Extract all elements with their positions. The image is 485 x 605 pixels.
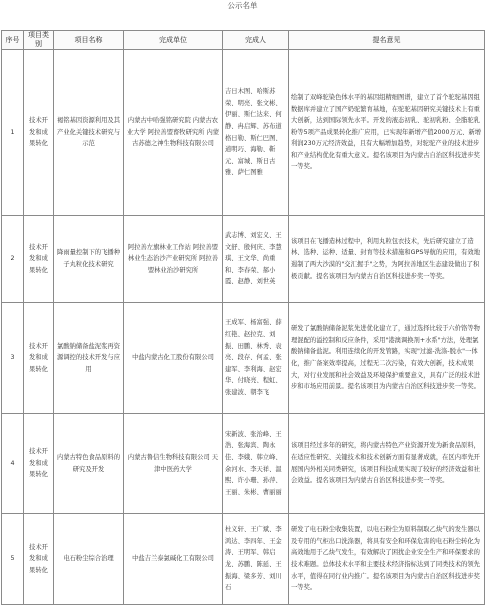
row-people: 王成军、杨富强、薛红艳、赵拉克、刘振、田鹏、林秀、袁亮、段存、何孟、张建军、李利海、赵宏华、付晓亮、程虹、张建波、朝李飞 [223, 303, 289, 414]
row-project-name: 氯酸钠储备盐泥浆再资源调控的技术开发与应用 [54, 303, 124, 414]
table-row [2, 514, 485, 605]
row-category: 技术开发和成果转化 [24, 303, 54, 414]
row-opinion: 研发了氯酸钠储备泥浆先进优化建立了，通过选择比较于六价铬等物理混配的溢控制和反应条件，采用"港澳调换剂+水系"方法，处理氯酸钠储备盐泥。利用连续化的开发管路，实现"过滤-洗涤-脱水"一体化，推广备案效率提高，过程无二次污染，有效大创新，技术成果大，对行业发展和社会效益及环境保护重要意义，具有广泛的技术进步和市场应用前景。提名该项目为内蒙古自治区科技进步奖一等奖。 [289, 303, 485, 414]
row-category: 技术开发和成果转化 [24, 514, 54, 605]
table-row [2, 414, 485, 514]
row-unit: 阿拉善左旗林业工作站 阿拉善盟林业生态治沙产业研究所 阿拉善盟林业治沙研究所 [124, 216, 223, 303]
row-index: 2 [2, 216, 24, 303]
row-project-name: 电石粉尘综合治理 [54, 514, 124, 605]
row-people: 宋新波、张治峰、王浩、张海宾、陶永佳、李娥、韩立峰、余河水、李天祥、温熙、许小珊、孙萍、王丽、朱彬、曹丽丽 [223, 414, 289, 514]
row-category: 技术开发和成果转化 [24, 50, 54, 216]
row-unit: 中盐内蒙古化工股份有限公司 [124, 303, 223, 414]
row-opinion: 绘制了双峰驼染色体水平的基因组精细图谱，建立了首个驼驼基因组数据库并建立了国产奶驼繁育基地，在驼驼基因研究关键技术上有重大创新，达到国际领先水平。开发的液态初乳、驼初乳粉、全脂驼乳粉等5项产品成果转化推广应用，已实现年新增产值2000万元、新增利润230万元经济效益，且有大幅增加趋势，对驼驼产业的技术进步和产业结构优化有重大意义。提名该项目为内蒙古自治区科技进步奖一等奖。 [289, 50, 485, 216]
header-people: 完成人 [223, 31, 289, 50]
row-index: 4 [2, 414, 24, 514]
row-people: 武志博、刘宏义、王文舒、殷何庆、李慧琪、王文华、尚重和、李春荣、郝小霞、赵静、刘世英 [223, 216, 289, 303]
header-index: 序号 [2, 31, 24, 50]
document-title: 公示名单 [227, 1, 258, 10]
table-row [2, 50, 485, 216]
row-unit: 内蒙古中哈强铭研究院 内蒙古农业大学 阿拉善盟畜牧研究所 内蒙古苏德之神生物科技有限公司 [124, 50, 223, 216]
row-category: 技术开发和成果转化 [24, 216, 54, 303]
header-project-name: 项目名称 [54, 31, 124, 50]
row-unit: 内蒙古鲁信生物科技有限公司 天津中医药大学 [124, 414, 223, 514]
table-row [2, 216, 485, 303]
table-header-row [2, 31, 485, 50]
row-opinion: 该项目经过多年的研究，将内蒙古特色产业资源开发为新食品原料，在适应性研究、关键技术和技术创新方面有显著成就，在区内率先开展国内外相关同类研究，该项目科技成果实现了较好的经济效益和社会效益。提名该项目为内蒙古自治区科技进步奖一等奖。 [289, 414, 485, 514]
row-opinion: 该项目在飞播造林过程中，利用丸粒包衣技术，先后研究建立了造林、选种、运种、适量、封育等技术措施和GPS导航的应用，有效地遏制了两大沙漠的"交汇握手"之势，为阿拉善地区生态建设做出了积极贡献。提名该项目为内蒙古自治区科技进步奖一等奖。 [289, 216, 485, 303]
header-category: 项目类别 [24, 31, 54, 50]
row-opinion: 研发了电石粉尘收集装置，以电石粉尘为原料制取乙炔气的发生器以及专用的气柜出口洗涤器，将具有安全和环保危害的电石粉尘转化为高效地用于乙炔气发生，有效解决了困扰企业安全生产和环保要求的技术难题。总体技术水平和主要技术经济指标达到了同类技术的领先水平，值得在同行业内推广。提名该项目为内蒙古自治区科技进步奖一等奖。 [289, 514, 485, 605]
row-index: 1 [2, 50, 24, 216]
header-unit: 完成单位 [124, 31, 223, 50]
row-people: 吉日木图、哈斯苏荣、明亮、张文彬、伊丽、斯仁达来、何静、冉启辉、苏布道格日勒、斯仁巴图、道明巧、海勒、靳元、富城、斯日古雅、萨仁图雅 [223, 50, 289, 216]
row-people: 杜义轩、王广斌、李鸿达、李四年、王金涛、王明军、韩启龙、苏鹏、陈延、王振海、梁多芳、刘川石 [223, 514, 289, 605]
row-category: 技术开发和成果转化 [24, 414, 54, 514]
row-project-name: 内蒙古特色食品原料的研究及开发 [54, 414, 124, 514]
table-row [2, 303, 485, 414]
header-opinion: 提名意见 [289, 31, 485, 50]
row-project-name: 降雨量控制下的飞播种子丸粒化技术研究 [54, 216, 124, 303]
row-unit: 中盐吉兰泰氯碱化工有限公司 [124, 514, 223, 605]
row-project-name: 褐铭基因资源利用及其产业化关键技术研究与示范 [54, 50, 124, 216]
publication-table [1, 30, 485, 605]
row-index: 3 [2, 303, 24, 414]
row-index: 5 [2, 514, 24, 605]
